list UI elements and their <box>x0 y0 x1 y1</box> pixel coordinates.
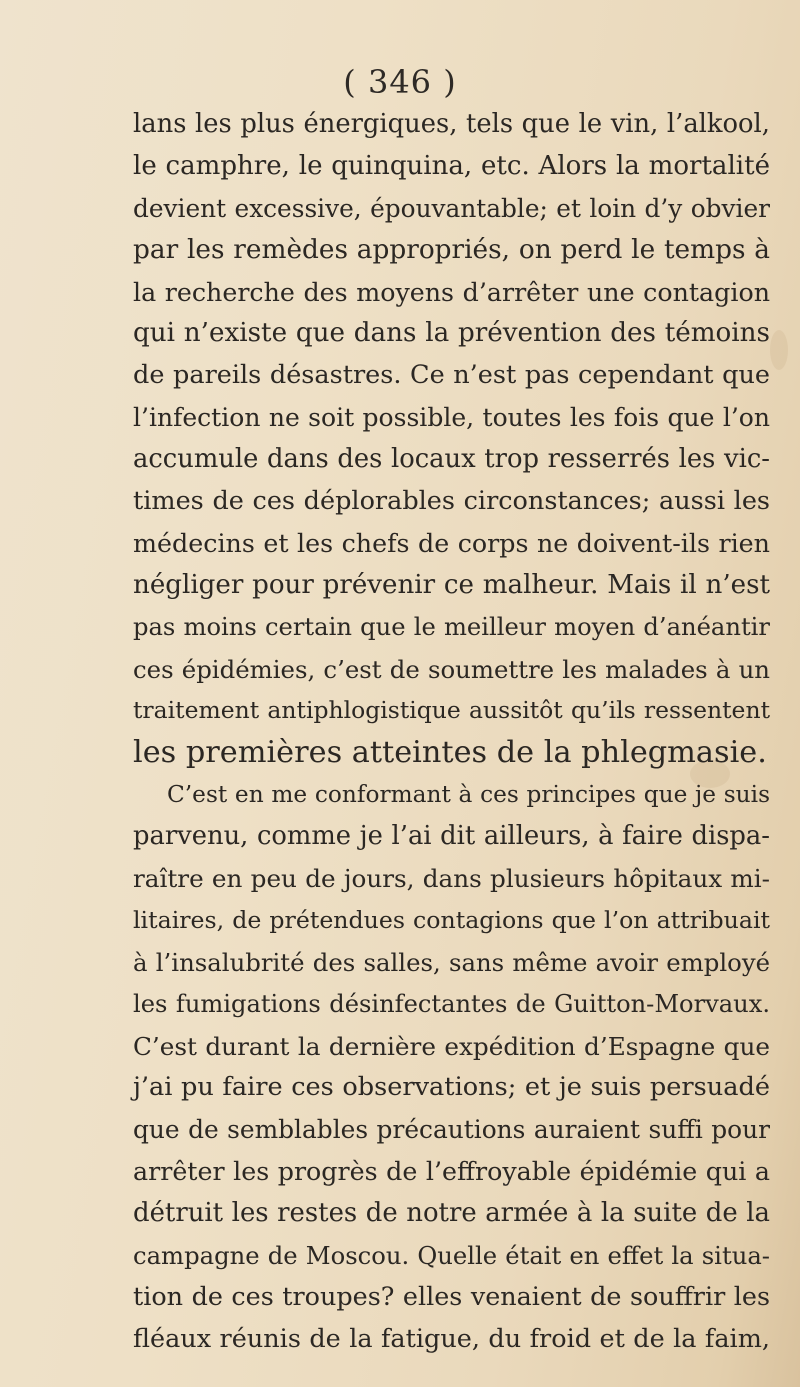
text-line: ces épidémies, c’est de soumettre les malades à un <box>133 654 770 684</box>
text-line: arrêter les progrès de l’effroyable épidémie qui a <box>133 1156 770 1187</box>
text-line: que de semblables précautions auraient suffi pour <box>133 1115 770 1145</box>
text-line: C’est en me conformant à ces principes que je suis <box>167 781 770 809</box>
text-line: pas moins certain que le meilleur moyen d’anéantir <box>133 612 770 641</box>
text-line: la recherche des moyens d’arrêter une contagion <box>133 276 770 307</box>
text-line: l’infection ne soit possible, toutes les fois que l’on <box>133 403 770 433</box>
text-line: raître en peu de jours, dans plusieurs hôpitaux mi- <box>133 864 770 894</box>
text-line: j’ai pu faire ces observations; et je suis persuadé <box>133 1072 770 1103</box>
text-line: tion de ces troupes? elles venaient de souffrir les <box>133 1281 770 1312</box>
text-line: C’est durant la dernière expédition d’Espagne que <box>133 1031 770 1061</box>
text-line: médecins et les chefs de corps ne doivent-ils rien <box>133 527 770 558</box>
text-line: négliger pour prévenir ce malheur. Mais il n’est <box>133 569 770 600</box>
text-line: les fumigations désinfectantes de Guitton-Morvaux. <box>133 989 770 1018</box>
text-line: times de ces déplorables circonstances; aussi les <box>133 486 770 517</box>
text-line: traitement antiphlogistique aussitôt qu’ils ressentent <box>133 696 770 725</box>
text-line: lans les plus énergiques, tels que le vin, l’alkool, <box>133 109 770 139</box>
text-line: parvenu, comme je l’ai dit ailleurs, à faire dispa- <box>133 821 770 852</box>
text-line: fléaux réunis de la fatigue, du froid et de la faim, <box>133 1323 770 1354</box>
text-line: par les remèdes appropriés, on perd le temps à <box>133 234 770 265</box>
paper-stain <box>770 330 788 370</box>
text-line: à l’insalubrité des salles, sans même avoir employé <box>133 947 770 977</box>
text-line: détruit les restes de notre armée à la suite de la <box>133 1198 770 1229</box>
text-line: devient excessive, épouvantable; et loin d’y obvier <box>133 193 770 223</box>
text-line: qui n’existe que dans la prévention des témoins <box>133 318 770 349</box>
body-text <box>133 104 770 1361</box>
text-line: de pareils désastres. Ce n’est pas cependant que <box>133 360 770 391</box>
text-line: accumule dans des locaux trop resserrés les vic- <box>133 444 770 475</box>
text-line: les premières atteintes de la phlegmasie. <box>133 735 767 771</box>
text-line: le camphre, le quinquina, etc. Alors la mortalité <box>133 150 770 181</box>
page-number: ( 346 ) <box>343 63 457 101</box>
text-line: campagne de Moscou. Quelle était en effet la situa- <box>133 1241 770 1271</box>
text-line: litaires, de prétendues contagions que l’on attribuait <box>133 905 770 934</box>
